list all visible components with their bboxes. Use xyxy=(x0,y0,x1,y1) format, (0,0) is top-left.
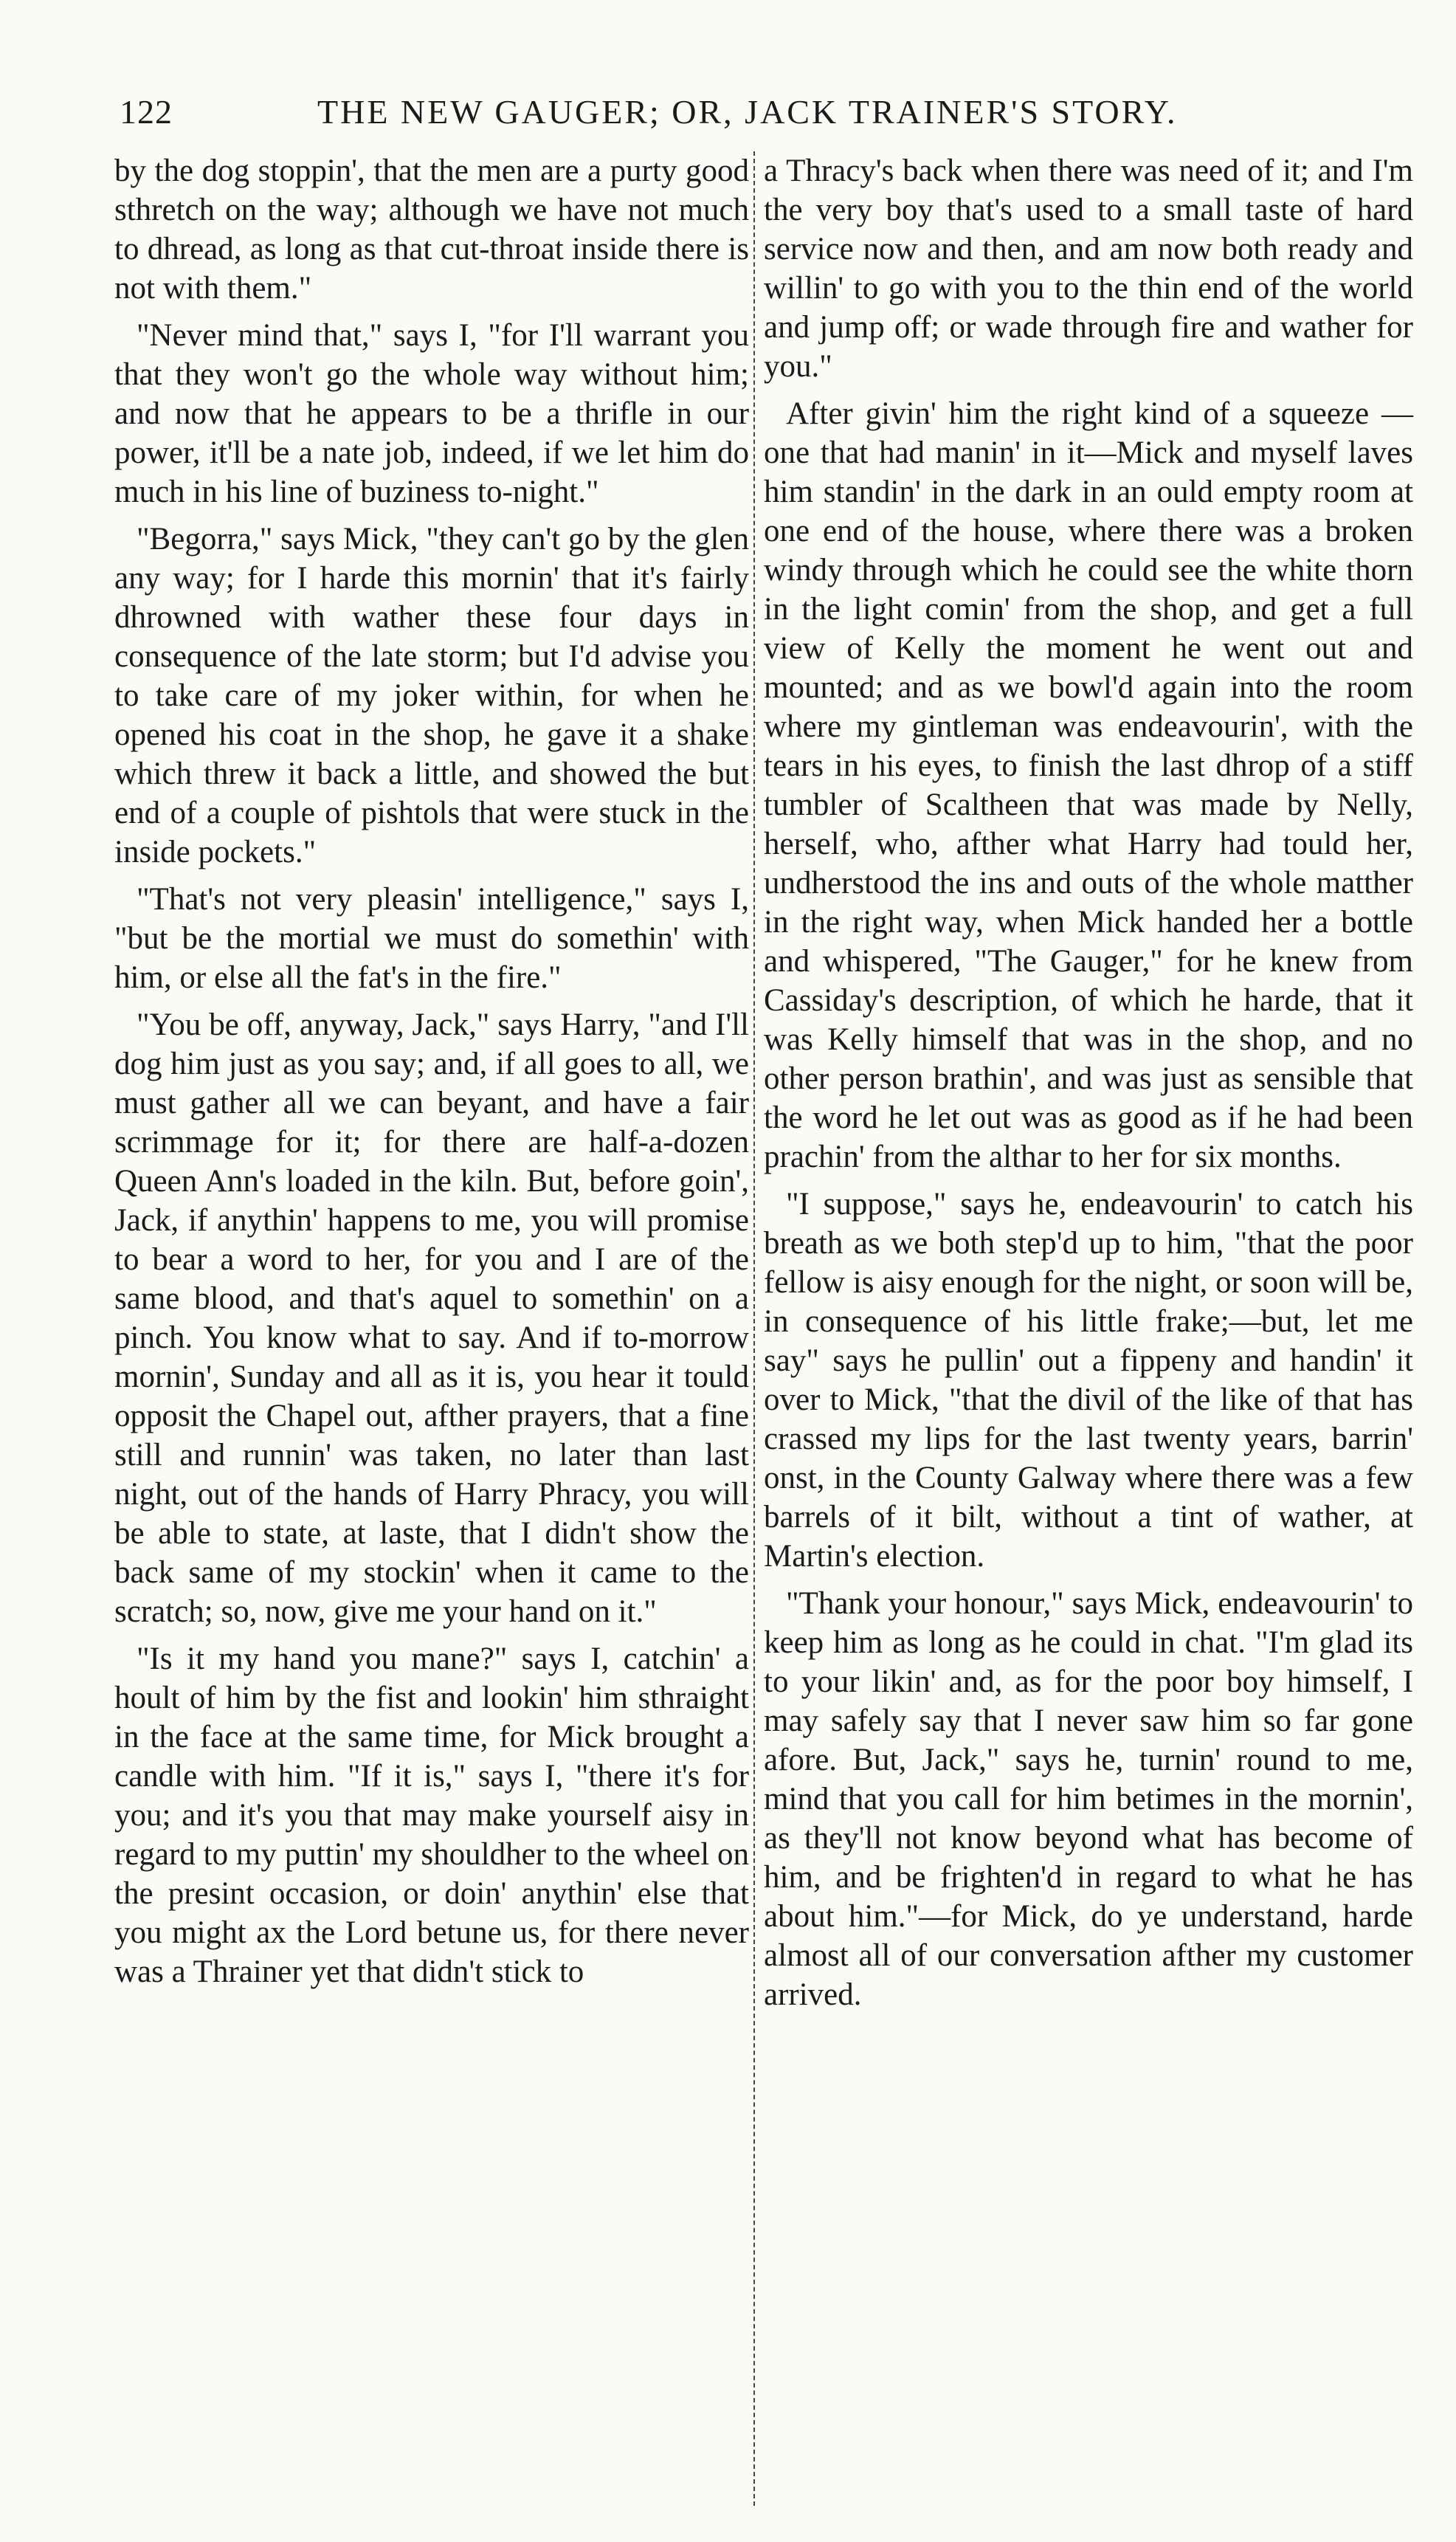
page-header xyxy=(0,92,1456,137)
right-column xyxy=(764,151,1413,2022)
running-title: THE NEW GAUGER; OR, JACK TRAINER'S STORY. xyxy=(317,93,1178,131)
paragraph: "Thank your honour," says Mick, endeavourin' to keep him as long as he could in chat. "I'm glad its to your likin' and, as for the poor boy himself, I may safely say that I never saw him so far gone afore. But, Jack," says he, turnin' round to me, mind that you call for him betimes in the mornin', as they'll not know beyond what has become of him, and be frighten'd in regard to what he has about him."—for Mick, do ye understand, harde almost all of our conversation afther my customer arrived. xyxy=(764,1586,1413,2012)
paragraph: a Thracy's back when there was need of it; and I'm the very boy that's used to a small taste of hard service now and then, and am now both ready and willin' to go with you to the thin end of the world and jump off; or wade through fire and wather for you." xyxy=(764,154,1413,384)
paragraph: "You be off, anyway, Jack," says Harry, "and I'll dog him just as you say; and, if all goes to all, we must gather all we can beyant, and have a fair scrimmage for it; for there are half-a-dozen Queen Ann's loaded in the kiln. But, before goin', Jack, if anythin' happens to me, you will promise to bear a word to her, for you and I are of the same blood, and that's aquel to somethin' on a pinch. You know what to say. And if to-morrow mornin', Sunday and all as it is, you hear it tould opposit the Chapel out, afther prayers, that a fine still and runnin' was taken, no later than last night, out of the hands of Harry Phracy, you will be able to state, at laste, that I didn't show the back same of my stockin' when it came to the scratch; so, now, give me your hand on it." xyxy=(114,1008,749,1629)
paragraph: by the dog stoppin', that the men are a purty good sthretch on the way; although we have not much to dhread, as long as that cut-throat inside there is not with them." xyxy=(114,154,749,306)
left-column xyxy=(114,151,749,2000)
column-divider xyxy=(753,151,755,2506)
paragraph: "That's not very pleasin' intelligence," says I, "but be the mortial we must do somethin' with him, or else all the fat's in the fire." xyxy=(114,882,749,995)
paragraph: "Never mind that," says I, "for I'll warrant you that they won't go the whole way without him; and now that he appears to be a thrifle in our power, it'll be a nate job, indeed, if we let him do much in his line of buziness to-night." xyxy=(114,318,749,509)
paragraph: "Begorra," says Mick, "they can't go by the glen any way; for I harde this mornin' that it's fairly dhrowned with wather these four days in consequence of the late storm; but I'd advise you to take care of my joker within, for when he opened his coat in the shop, he gave it a shake which threw it back a little, and showed the but end of a couple of pishtols that were stuck in the inside pockets." xyxy=(114,522,749,869)
paragraph: "Is it my hand you mane?" says I, catchin' a hoult of him by the fist and lookin' him sthraight in the face at the same time, for Mick brought a candle with him. "If it is," says I, "there it's for you; and it's you that may make yourself aisy in regard to my puttin' my shouldher to the wheel on the presint occasion, or doin' anythin' else that you might ax the Lord betune us, for there never was a Thrainer yet that didn't stick to xyxy=(114,1642,749,1989)
page-number: 122 xyxy=(120,93,173,131)
paragraph: "I suppose," says he, endeavourin' to catch his breath as we both step'd up to him, "that the poor fellow is aisy enough for the night, or soon will be, in consequence of his little frake;—but, let me say" says he pullin' out a fippeny and handin' it over to Mick, "that the divil of the like of that has crassed my lips for the last twenty years, barrin' onst, in the County Galway where there was a few barrels of it bilt, without a tint of wather, at Martin's election. xyxy=(764,1187,1413,1574)
paragraph: After givin' him the right kind of a squeeze —one that had manin' in it—Mick and myself laves him standin' in the dark in an ould empty room at one end of the house, where there was a broken windy through which he could see the white thorn in the light comin' from the shop, and get a full view of Kelly the moment he went out and mounted; and as we bowl'd again into the room where my gintleman was endeavourin', with the tears in his eyes, to finish the last dhrop of a stiff tumbler of Scaltheen that was made by Nelly, herself, who, afther what Harry had tould her, undherstood the ins and outs of the whole matther in the right way, when Mick handed her a bottle and whispered, "The Gauger," for he knew from Cassiday's description, of which he harde, that it was Kelly himself that was in the shop, and no other person brathin', and was just as sensible that the word he let out was as good as if he had been prachin' from the althar to her for six months. xyxy=(764,396,1413,1174)
